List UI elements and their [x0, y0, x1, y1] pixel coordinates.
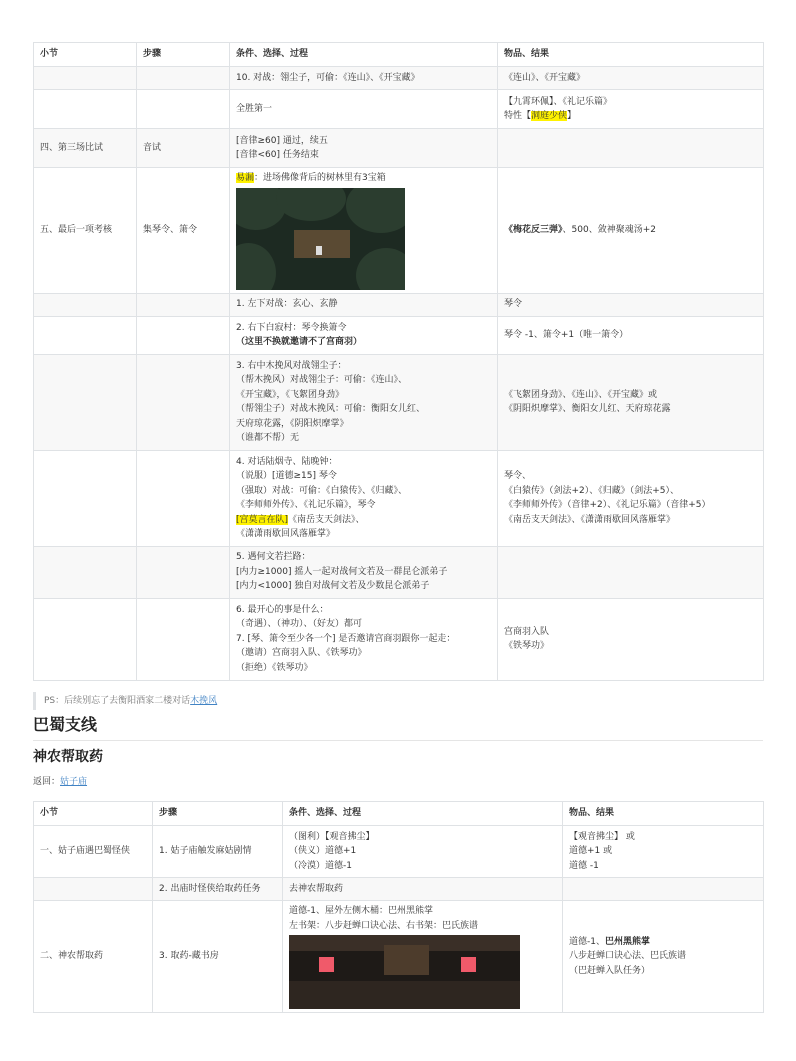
table-header-row — [34, 43, 764, 67]
cell-condition: 5. 遇何文若拦路： [内力≥1000] 摇人一起对战何文若及一群昆仑派弟子 [内力<1000] 独自对战何文若及少数昆仑派弟子 — [230, 546, 498, 598]
library-room-screenshot — [289, 935, 520, 1009]
cell-result: 【九霄环佩】、《礼记乐篇》 特性【洞庭少侠】 — [498, 90, 764, 129]
cell-result: 道德-1、巴州黑熊掌 八步赶蝉口诀心法、巴氏族谱 （巴赶蝉入队任务） — [563, 901, 764, 1013]
cell-result: 琴令 -1、箫令+1（唯一箫令） — [498, 316, 764, 354]
table-row — [34, 901, 764, 1013]
cell-step: 音试 — [137, 129, 230, 168]
cell-result: 宫商羽入队 《铁琴功》 — [498, 598, 764, 680]
npc-link[interactable]: 木挽风 — [190, 696, 218, 706]
cell-result: 琴令 — [498, 293, 764, 316]
back-link-row: 返回：姑子庙 — [33, 777, 88, 787]
cell-section: 五、最后一项考核 — [34, 168, 137, 294]
table-header-row — [34, 802, 764, 826]
highlight-text: [宫莫言在队] — [236, 514, 289, 525]
cell-section: 四、第三场比试 — [34, 129, 137, 168]
highlight-text: 洞庭少侠 — [531, 111, 568, 121]
quest-table-2 — [33, 801, 764, 1013]
cell-condition: 3. 右中木挽风对战翎尘子： （帮木挽风）对战翎尘子：可偷：《连山》、 《开宝藏》，《飞絮团身劲》 （帮翎尘子）对战木挽风：可偷：衡阳女儿红、 天府琼花露，《阴阳炽摩掌》 （谁都不帮）无 — [230, 354, 498, 450]
cell-condition: 6. 最开心的事是什么： （奇遇）、（神功）、（好友）都可 7. [琴、箫令至少各一个] 是否邀请宫商羽跟你一起走： （邀请）宫商羽入队、《铁琴功》 （拒绝）《铁琴功》 — [230, 598, 498, 680]
quest-table-1 — [33, 42, 764, 681]
cell-condition: 2. 右下白寂村：琴令换箫令 （这里不换就邀请不了宫商羽） — [230, 316, 498, 354]
header-section: 小节 — [34, 43, 137, 67]
table-row — [34, 90, 764, 129]
cell-condition: 全胜第一 — [230, 90, 498, 129]
header-condition: 条件、选择、过程 — [283, 802, 563, 826]
table-row — [34, 598, 764, 680]
table-row — [34, 67, 764, 90]
back-link[interactable]: 姑子庙 — [60, 777, 88, 787]
cell-result: 《梅花反三弹》、500、敛神聚魂汤+2 — [498, 168, 764, 294]
header-result: 物品、结果 — [563, 802, 764, 826]
table-row — [34, 293, 764, 316]
table-row — [34, 316, 764, 354]
cell-section: 一、姑子庙遇巴蜀怪侠 — [34, 826, 153, 878]
cell-step: 2. 出庙时怪侠给取药任务 — [153, 878, 283, 901]
cell-step: 3. 取药-藏书房 — [153, 901, 283, 1013]
cell-condition: 4. 对话陆烟寺、陆晚钟： （说服）[道德≥15] 琴令 （强取）对战：可偷：《白猿传》、《归藏》、 《李师师外传》、《礼记乐篇》，琴令 [宫莫言在队]《南岳支天剑法》、 《潇潇雨歇回风落雁掌》 — [230, 450, 498, 546]
subsection-heading: 神农帮取药 — [33, 749, 103, 765]
table-row — [34, 129, 764, 168]
cell-result: 【观音拂尘】 或 道德+1 或 道德 -1 — [563, 826, 764, 878]
table-row — [34, 826, 764, 878]
section-heading: 巴蜀支线 — [33, 713, 763, 741]
cell-step: 集琴令、箫令 — [137, 168, 230, 294]
cell-step: 1. 姑子庙触发麻姑剧情 — [153, 826, 283, 878]
cell-result: 《连山》、《开宝藏》 — [498, 67, 764, 90]
cell-result: 《飞絮团身劲》、《连山》、《开宝藏》或 《阴阳炽摩掌》、衡阳女儿红、天府琼花露 — [498, 354, 764, 450]
header-step: 步骤 — [137, 43, 230, 67]
ps-note: PS：后续别忘了去衡阳酒家二楼对话木挽风 — [33, 692, 760, 710]
table-row — [34, 354, 764, 450]
table-row — [34, 878, 764, 901]
table-row — [34, 450, 764, 546]
header-condition: 条件、选择、过程 — [230, 43, 498, 67]
table-row — [34, 546, 764, 598]
cell-condition: 去神农帮取药 — [283, 878, 563, 901]
cell-condition: 1. 左下对战：玄心、玄静 — [230, 293, 498, 316]
header-section: 小节 — [34, 802, 153, 826]
cell-condition: 10. 对战：翎尘子，可偷：《连山》、《开宝藏》 — [230, 67, 498, 90]
header-result: 物品、结果 — [498, 43, 764, 67]
cell-condition: 道德-1、屋外左侧木桶：巴州黑熊掌 左书架：八步赶蝉口诀心法、右书架：巴氏族谱 — [283, 901, 563, 1013]
cell-condition: （图利）【观音拂尘】 （侠义）道德+1 （冷漠）道德-1 — [283, 826, 563, 878]
forest-map-screenshot — [236, 188, 405, 290]
highlight-text: 易漏 — [236, 173, 255, 183]
table-row — [34, 168, 764, 294]
cell-condition: [音律≥60] 通过，续五 [音律<60] 任务结束 — [230, 129, 498, 168]
cell-condition: 易漏：进场佛像背后的树林里有3宝箱 — [230, 168, 498, 294]
header-step: 步骤 — [153, 802, 283, 826]
cell-section: 二、神农帮取药 — [34, 901, 153, 1013]
cell-result: 琴令、 《白猿传》（剑法+2）、《归藏》（剑法+5）、 《李师师外传》（音律+2）、《礼记乐篇》（音律+5） 《南岳支天剑法》、《潇潇雨歇回风落雁掌》 — [498, 450, 764, 546]
